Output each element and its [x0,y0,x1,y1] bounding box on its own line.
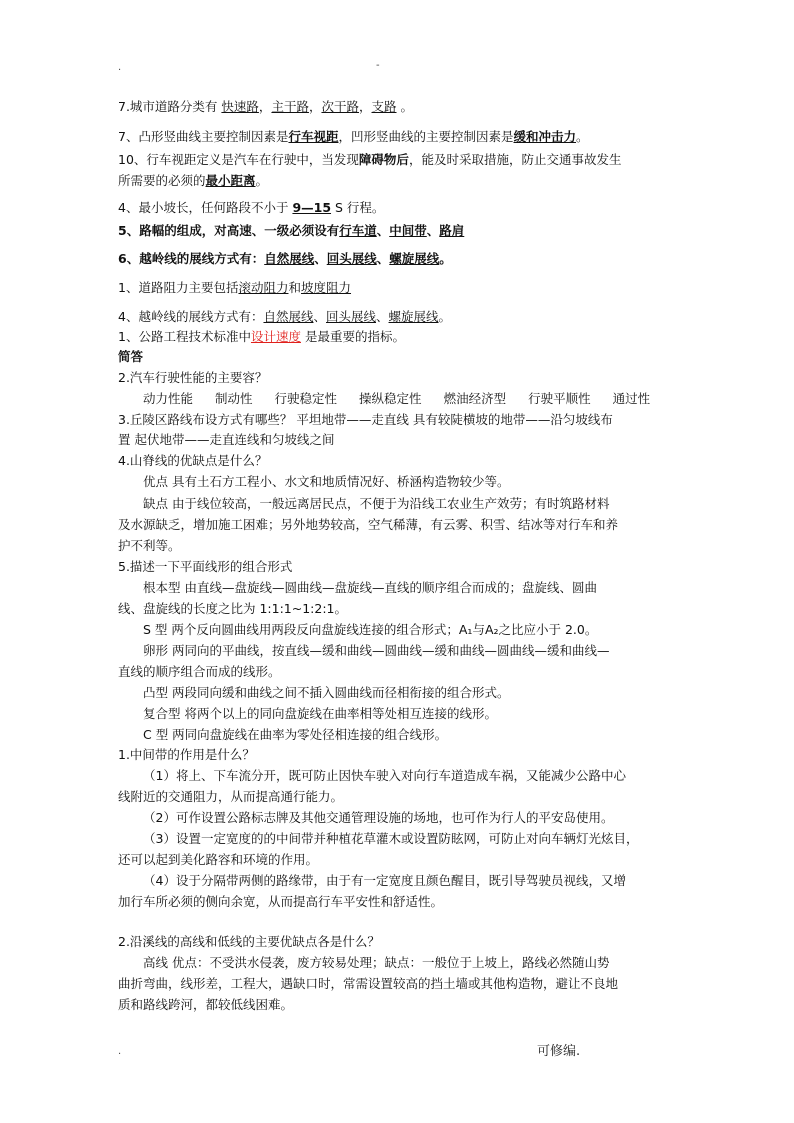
text-median-2: （2）可作设置公路标志牌及其他交通管理设施的场地，也可作为行人的平安岛使用。 [143,810,614,825]
text-hilly-route-1: 3.丘陵区路线布设方式有哪些？ 平坦地带——走直线 具有较陡横坡的地带——沿匀坡线布 [118,412,613,427]
answer-vehicle-performance: 动力性能 制动性 行驶稳定性 操纵稳定性 燃油经济型 行驶平顺性 通过性 [143,391,651,406]
text-convex-type: 凸型 两段同向缓和曲线之间不插入圆曲线而径相衔接的组合形式。 [143,685,510,700]
footer-dot: . [118,1046,122,1057]
question-median-function: 1.中间带的作用是什么？ [118,747,255,762]
text-basic-type-1: 根本型 由直线—盘旋线—圆曲线—盘旋线—直线的顺序组合而成的；盘旋线、圆曲 [143,580,597,595]
text-median-4b: 加行车所必须的侧向余宽，从而提高行车平安性和舒适性。 [118,894,444,909]
footer-editable-note: 可修编. [537,1044,581,1059]
line-road-classification: 7.城市道路分类有 快速路，主干路，次干路，支路 。 [118,99,413,114]
text-median-3b: 还可以起到美化路容和环境的作用。 [118,852,319,867]
text-ridge-disadvantages-2: 及水源缺乏，增加施工困难；另外地势较高，空气稀薄，有云雾、积雪、结冰等对行车和养 [118,517,619,532]
text-c-type: C 型 两同向盘旋线在曲率为零处径相连接的组合线形。 [143,727,448,742]
header-dash: - [376,60,380,71]
line-min-slope-length: 4、最小坡长，任何路段不小于 9—15 S 行程。 [118,200,385,215]
text-median-4a: （4）设于分隔带两侧的路缘带，由于有一定宽度且颜色醒目，既引导驾驶员视线，又增 [143,873,626,888]
text-ridge-disadvantages-1: 缺点 由于线位较高，一般远离居民点，不便于为沿线工农业生产效劳；有时筑路材料 [143,496,610,511]
line-road-resistance: 1、道路阻力主要包括滚动阻力和坡度阻力 [118,280,352,295]
text-ridge-disadvantages-3: 护不利等。 [118,538,181,553]
text-median-3a: （3）设置一定宽度的的中间带并种植花草灌木或设置防眩网，可防止对向车辆灯光炫目， [143,831,639,846]
text-egg-type-2: 直线的顺序组合而成的线形。 [118,664,281,679]
line-road-width: 5、路幅的组成，对高速、一级必须设有行车道、中间带、路肩 [118,223,465,238]
text-compound-type: 复合型 将两个以上的同向盘旋线在曲率相等处相互连接的线形。 [143,706,497,721]
question-vehicle-performance: 2.汽车行驶性能的主要容？ [118,370,268,385]
text-median-1a: （1）将上、下车流分开，既可防止因快车驶入对向行车道造成车祸，又能减少公路中心 [143,768,626,783]
line-design-speed: 1、公路工程技术标准中设计速度 是最重要的指标。 [118,329,405,344]
section-heading-short-answer: 简答 [118,349,144,364]
text-river-route-1: 高线 优点：不受洪水侵袭，废方较易处理；缺点：一般位于上坡上，路线必然随山势 [143,955,610,970]
text-egg-type-1: 卵形 两同向的平曲线，按直线—缓和曲线—圆曲线—缓和曲线—圆曲线—缓和曲线— [143,643,610,658]
question-ridge-line: 4.山脊线的优缺点是什么？ [118,453,268,468]
text-river-route-3: 质和路线跨河，都较低线困难。 [118,997,294,1012]
header-dot: . [118,62,122,73]
line-mountain-route-1: 6、越岭线的展线方式有：自然展线、回头展线、螺旋展线。 [118,251,452,266]
line-sight-distance-2: 所需要的必须的最小距离。 [118,173,269,188]
line-mountain-route-2: 4、越岭线的展线方式有：自然展线、回头展线、螺旋展线。 [118,309,452,324]
text-river-route-2: 曲折弯曲，线形差，工程大，遇缺口时，常需设置较高的挡土墙或其他构造物，避让不良地 [118,976,619,991]
line-vertical-curve: 7、凸形竖曲线主要控制因素是行车视距，凹形竖曲线的主要控制因素是缓和冲击力。 [118,129,589,144]
text-s-type: S 型 两个反向圆曲线用两段反向盘旋线连接的组合形式；A₁与A₂之比应小于 2.0。 [143,622,598,637]
question-plane-alignment: 5.描述一下平面线形的组合形式 [118,559,293,574]
question-river-route: 2.沿溪线的高线和低线的主要优缺点各是什么？ [118,934,380,949]
text-basic-type-2: 线、盘旋线的长度之比为 1:1:1~1:2:1。 [118,601,348,616]
text-ridge-advantages: 优点 具有土石方工程小、水文和地质情况好、桥涵构造物较少等。 [143,474,510,489]
text-hilly-route-2: 置 起伏地带——走直连线和匀坡线之间 [118,432,335,447]
text-median-1b: 线附近的交通阻力，从而提高通行能力。 [118,789,344,804]
line-sight-distance-1: 10、行车视距定义是汽车在行驶中，当发现障碍物后，能及时采取措施，防止交通事故发生 [118,152,622,167]
